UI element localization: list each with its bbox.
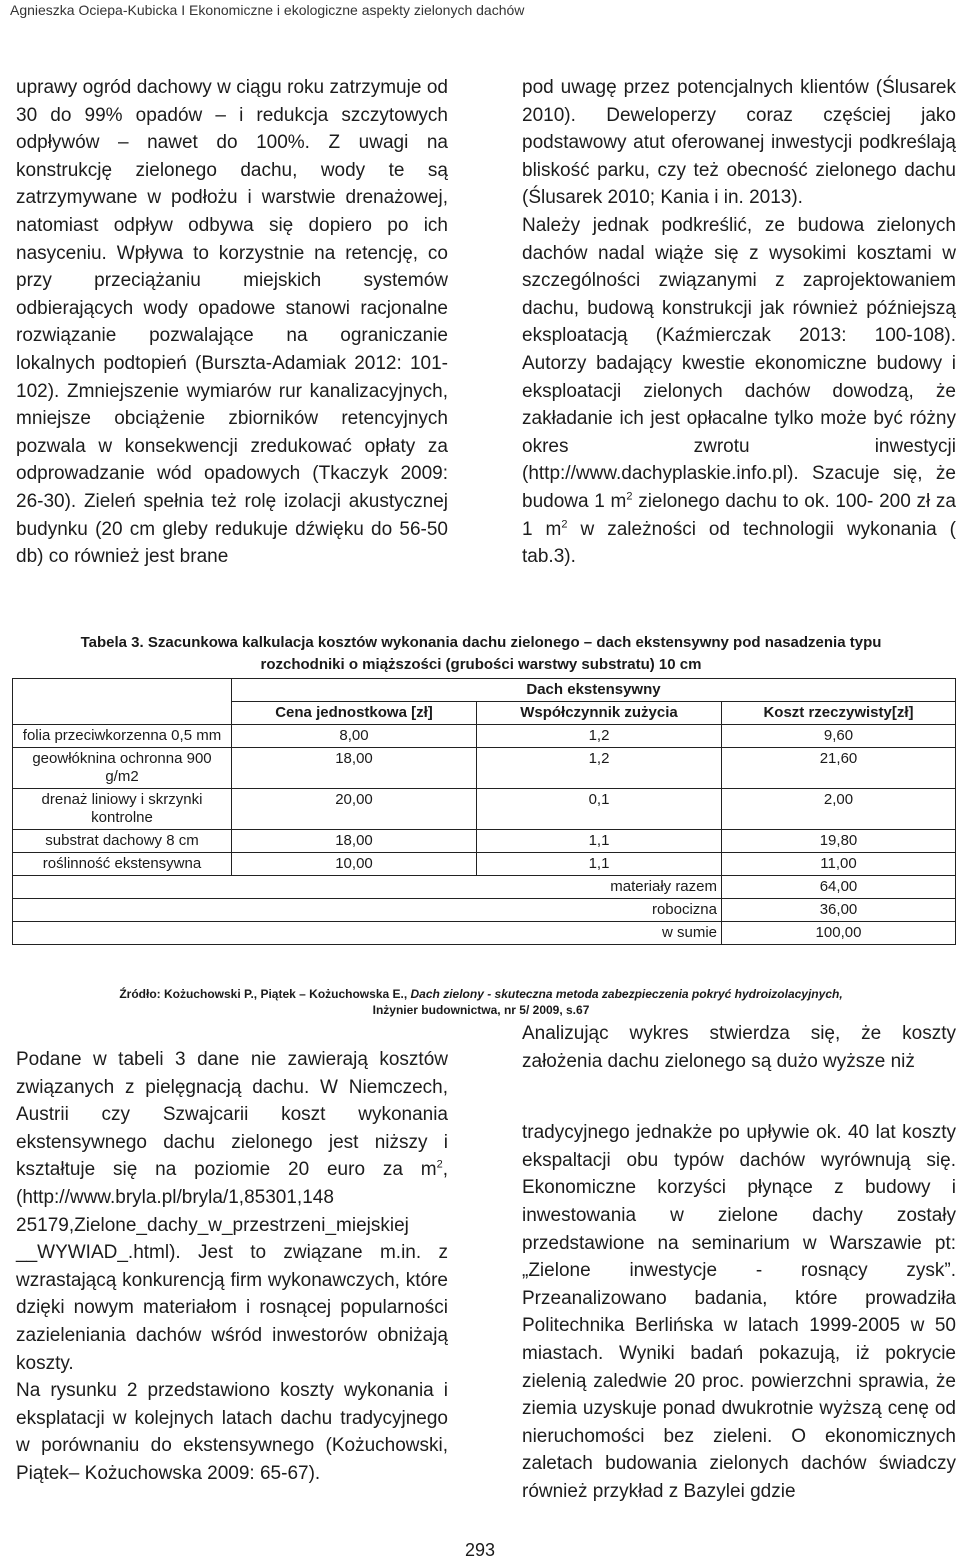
caption-line-1: Tabela 3. Szacunkowa kalkulacja kosztów wykonania dachu zielonego – dach ekstensywny pod nasadzenia typu: [80, 634, 882, 651]
totals-row: [13, 922, 956, 945]
item-cell: geowłóknina ochronna 900 g/m2: [13, 748, 232, 789]
empty-cell: [13, 702, 232, 725]
left-column-bottom: [16, 1046, 448, 1488]
item-cell: roślinność ekstensywna: [13, 853, 232, 876]
page-number: 293: [464, 1540, 496, 1560]
table-row: [13, 725, 956, 748]
table-row: [13, 748, 956, 789]
text-run: Podane w tabeli 3 dane nie zawierają kosztów związanych z pielęgnacją dachu. W Niemczech, Austrii czy Szwajcarii koszt wykonania ekstensywnego dachu zielonego jest niższy i kształtuje się na poziomie 20 euro za m: [16, 1049, 448, 1181]
spacer: [522, 1075, 956, 1119]
total-label: robocizna: [13, 899, 722, 922]
totals-row: [13, 876, 956, 899]
text-run: ,(http://www.bryla.pl/bryla/1,85301,148 25179,Zielone_dachy_w_przestrzeni_miejskiej __WYWIAD_.html). Jest to związane m.in. z wzrastającą konkurencją firm wykonawczych, które dzięki nowym materiałom i rosnącej popularności zazieleniania dachów wśród inwestorów obniżają koszty.: [16, 1159, 448, 1374]
total-value: 64,00: [722, 876, 956, 899]
price-cell: 8,00: [232, 725, 477, 748]
text-run: w zależności od technologii wykonania ( tab.3).: [522, 518, 956, 568]
cost-cell: 2,00: [722, 789, 956, 830]
total-value: 100,00: [722, 922, 956, 945]
empty-cell: [13, 679, 232, 702]
total-value: 36,00: [722, 899, 956, 922]
right-column-top: [522, 74, 956, 571]
paragraph: [522, 212, 956, 571]
source-authors: Źródło: Kożuchowski P., Piątek – Kożuchowska E.,: [119, 987, 411, 1001]
total-label: w sumie: [13, 922, 722, 945]
factor-cell: 1,2: [476, 725, 721, 748]
table-row: [13, 853, 956, 876]
source-journal: Inżynier budownictwa, nr 5/ 2009, s.67: [372, 1003, 590, 1017]
factor-cell: 1,1: [476, 830, 721, 853]
factor-cell: 0,1: [476, 789, 721, 830]
column-header: Koszt rzeczywisty[zł]: [722, 702, 956, 725]
price-cell: 20,00: [232, 789, 477, 830]
superscript: 2: [561, 518, 568, 531]
source-title: Dach zielony - skuteczna metoda zabezpieczenia pokryć hydroizolacyjnych,: [410, 987, 843, 1001]
cost-table: [12, 678, 956, 945]
running-header: Agnieszka Ociepa-Kubicka I Ekonomiczne i ekologiczne aspekty zielonych dachów: [10, 2, 525, 18]
paragraph: Analizując wykres stwierdza się, że koszty założenia dachu zielonego są dużo wyższe niż: [522, 1023, 956, 1072]
cost-cell: 11,00: [722, 853, 956, 876]
table-source: [16, 986, 946, 1018]
item-cell: substrat dachowy 8 cm: [13, 830, 232, 853]
paragraph: uprawy ogród dachowy w ciągu roku zatrzymuje od 30 do 99% opadów – i redukcja szczytowych odpływów – nawet do 100%. Z uwagi na konstrukcję zielonego dachu, wody te są zatrzymywane w podłożu i warstwie drenażowej, natomiast odpływ odbywa się dopiero po ich nasyceniu. Wpływa to korzystnie na retencję, co przy przeciążaniu miejskich systemów odbierających wody opadowe stanowi racjonalne rozwiązanie pozwalające na ograniczanie lokalnych podtopień (Burszta-Adamiak 2012: 101-102). Zmniejszenie wymiarów rur kanalizacyjnych, mniejsze obciążenie zbiorników retencyjnych pozwala w konsekwencji zredukować opłaty za odprowadzanie wód opadowych (Tkaczyk 2009: 26-30). Zieleń spełnia też rolę izolacji akustycznej budynku (20 cm gleby redukuje dźwięku do 56-50 db) co również jest brane: [16, 77, 448, 568]
factor-cell: 1,2: [476, 748, 721, 789]
price-cell: 18,00: [232, 830, 477, 853]
left-column-top: [16, 74, 448, 571]
paragraph: pod uwagę przez potencjalnych klientów (Ślusarek 2010). Deweloperzy coraz częściej jako podstawowy atut oferowanej inwestycji podkreślają bliskość parku, czy też obecność zielonego dachu (Ślusarek 2010; Kania i in. 2013).: [522, 77, 956, 209]
item-cell: drenaż liniowy i skrzynki kontrolne: [13, 789, 232, 830]
column-header: Cena jednostkowa [zł]: [232, 702, 477, 725]
text-run: Należy jednak podkreślić, ze budowa zielonych dachów nadal wiąże się z wysokimi kosztami w szczególności związanymi z zaprojektowaniem dachu, budową konstrukcji jak również późniejszą eksploatacją (Kaźmierczak 2013: 100-108). Autorzy badający kwestie ekonomiczne budowy i eksploatacji zielonych dachów dowodzą, że zakładanie ich jest opłacalne tylko może być różny okres zwrotu inwestycji (http://www.dachyplaskie.info.pl). Szacuje się, że budowa 1 m: [522, 214, 956, 512]
cost-cell: 9,60: [722, 725, 956, 748]
factor-cell: 1,1: [476, 853, 721, 876]
price-cell: 10,00: [232, 853, 477, 876]
totals-row: [13, 899, 956, 922]
superscript: 2: [436, 1159, 443, 1172]
cost-cell: 21,60: [722, 748, 956, 789]
table-row: [13, 789, 956, 830]
column-header: Współczynnik zużycia: [476, 702, 721, 725]
table-header-row: [13, 679, 956, 702]
caption-line-2: rozchodniki o miąższości (grubości warstwy substratu) 10 cm: [260, 656, 702, 673]
cost-cell: 19,80: [722, 830, 956, 853]
price-cell: 18,00: [232, 748, 477, 789]
group-header: Dach ekstensywny: [232, 679, 956, 702]
item-cell: folia przeciwkorzenna 0,5 mm: [13, 725, 232, 748]
right-column-bottom: [522, 1020, 956, 1506]
table-header-row: [13, 702, 956, 725]
table-caption: [16, 632, 946, 676]
paragraph: tradycyjnego jednakże po upływie ok. 40 lat koszty ekspaltacji obu typów dachów wyrównują się. Ekonomiczne korzyści płynące z budowy i inwestowania w zielone dachy zostały przedstawione na seminarium w Warszawie pt: „Zielone inwestycje - rosnący zysk”. Przeanalizowano badania, które prowadziła Politechnika Berlińska w latach 1999-2005 w 50 miastach. Wyniki badań pokazują, iż pokrycie zielenią zaledwie 20 proc. powierzchni sprawia, że ziemia uzyskuje ponad dwukrotnie wyższą cenę od nieruchomości bez zieleni. O ekonomicznych zaletach budowania zielonych dachów świadczy również przykład z Bazylei gdzie: [522, 1122, 956, 1502]
text-run: zielonego dachu to ok. 100- 200 zł za 1 m: [522, 490, 956, 540]
paragraph: [16, 1046, 448, 1377]
table-row: [13, 830, 956, 853]
total-label: materiały razem: [13, 876, 722, 899]
superscript: 2: [626, 490, 633, 503]
paragraph: Na rysunku 2 przedstawiono koszty wykonania i eksplatacji w kolejnych latach dachu tradycyjnego w porównaniu do ekstensywnego (Kożuchowski, Piątek– Kożuchowska 2009: 65-67).: [16, 1380, 448, 1484]
